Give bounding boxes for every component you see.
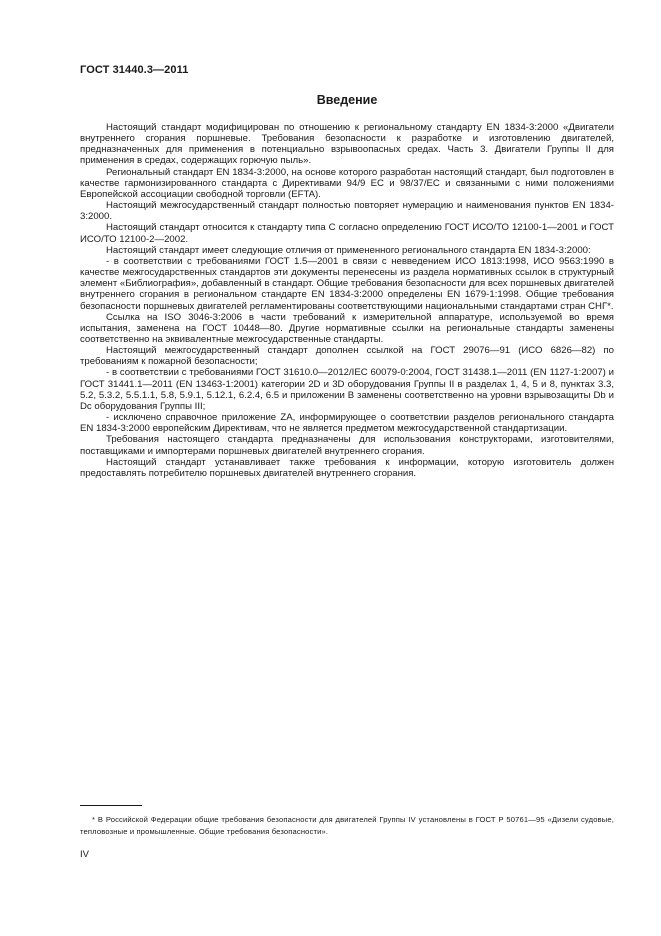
paragraph: Настоящий межгосударственный стандарт полностью повторяет нумерацию и наименования пунктов EN 1834-3:2000. bbox=[80, 200, 614, 223]
page-number: IV bbox=[80, 849, 89, 860]
footnote bbox=[80, 814, 614, 837]
paragraph: Требования настоящего стандарта предназначены для использования конструкторами, изготовителями, поставщиками и импортерами поршневых двигателей внутреннего сгорания. bbox=[80, 434, 614, 457]
paragraph: Настоящий стандарт имеет следующие отличия от примененного регионального стандарта EN 1834-3:2000: bbox=[106, 244, 591, 256]
paragraph: Ссылка на ISO 3046-3:2006 в части требований к измерительной аппаратуре, используемой во время испытания, заменена на ГОСТ 10448—80. Другие нормативные ссылки на региональные стандарты заменены соответственно на эквивалентные межгосударственные стандарты. bbox=[80, 311, 614, 345]
paragraph: Настоящий стандарт устанавливает также требования к информации, которую изготовитель должен предоставлять потребителю поршневых двигателей внутреннего сгорания. bbox=[80, 456, 614, 479]
footnote-divider bbox=[80, 805, 142, 806]
paragraph: Настоящий стандарт модифицирован по отношению к региональному стандарту EN 1834-3:2000 «Двигатели внутреннего сгорания поршневые. Требования безопасности к разработке и изготовлению двигателей, предназначенных для применения в потенциально взрывоопасных средах. Часть 3. Двигатели Группы II для применения в средах, содержащих горючую пыль». bbox=[80, 122, 614, 167]
body-text bbox=[80, 122, 614, 479]
paragraph: Настоящий стандарт относится к стандарту типа С согласно определению ГОСТ ИСО/ТО 12100-1—2001 и ГОСТ ИСО/ТО 12100-2—2002. bbox=[80, 222, 614, 245]
paragraph: Настоящий межгосударственный стандарт дополнен ссылкой на ГОСТ 29076—91 (ИСО 6826—82) по требованиям к пожарной безопасности; bbox=[80, 345, 614, 368]
footnote-text: * В Российской Федерации общие требования безопасности для двигателей Группы IV установлены в ГОСТ Р 50761—95 «Дизели судовые, тепловозные и промышленные. Общие требования безопасности». bbox=[80, 815, 614, 836]
document-header: ГОСТ 31440.3—2011 bbox=[80, 64, 189, 76]
paragraph: - исключено справочное приложение ZA, информирующее о соответствии разделов регионального стандарта EN 1834-3:2000 европейским Директивам, что не является предметом межгосударственной стандартизации. bbox=[80, 412, 614, 435]
paragraph: Региональный стандарт EN 1834-3:2000, на основе которого разработан настоящий стандарт, был подготовлен в качестве гармонизированного стандарта с Директивами 94/9 EC и 98/37/EC и связанными с ними положениями Европейской ассоциации свободной торговли (EFTA). bbox=[80, 166, 614, 200]
paragraph: - в соответствии с требованиями ГОСТ 1.5—2001 в связи с невведением ИСО 1813:1998, ИСО 9563:1990 в качестве межгосударственных стандартов эти документы перенесены из раздела нормативных ссылок в структурный элемент «Библиография», добавленный в стандарт. Общие требования безопасности для всех поршневых двигателей внутреннего сгорания в региональном стандарте EN 1834-3:2000 определены EN 1679-1:1998. Общие требования безопасности поршневых двигателей регламентированы соответствующими национальными стандартами стран СНГ*. bbox=[80, 255, 614, 312]
section-title: Введение bbox=[316, 93, 378, 107]
paragraph: - в соответствии с требованиями ГОСТ 31610.0—2012/IEC 60079-0:2004, ГОСТ 31438.1—2011 (EN 1127-1:2007) и ГОСТ 31441.1—2011 (EN 13463-1:2001) категории 2D и 3D оборудования Группы II в разделах 1, 4, 5 и 8, пунктах 3.3, 5.2, 5.3.2, 5.5.1.1, 5.8, 5.9.1, 5.12.1, 6.2.4, 6.5 и приложении В заменены соответственно на уровни взрывозащиты Db и Dc оборудования Группы III; bbox=[80, 367, 614, 412]
